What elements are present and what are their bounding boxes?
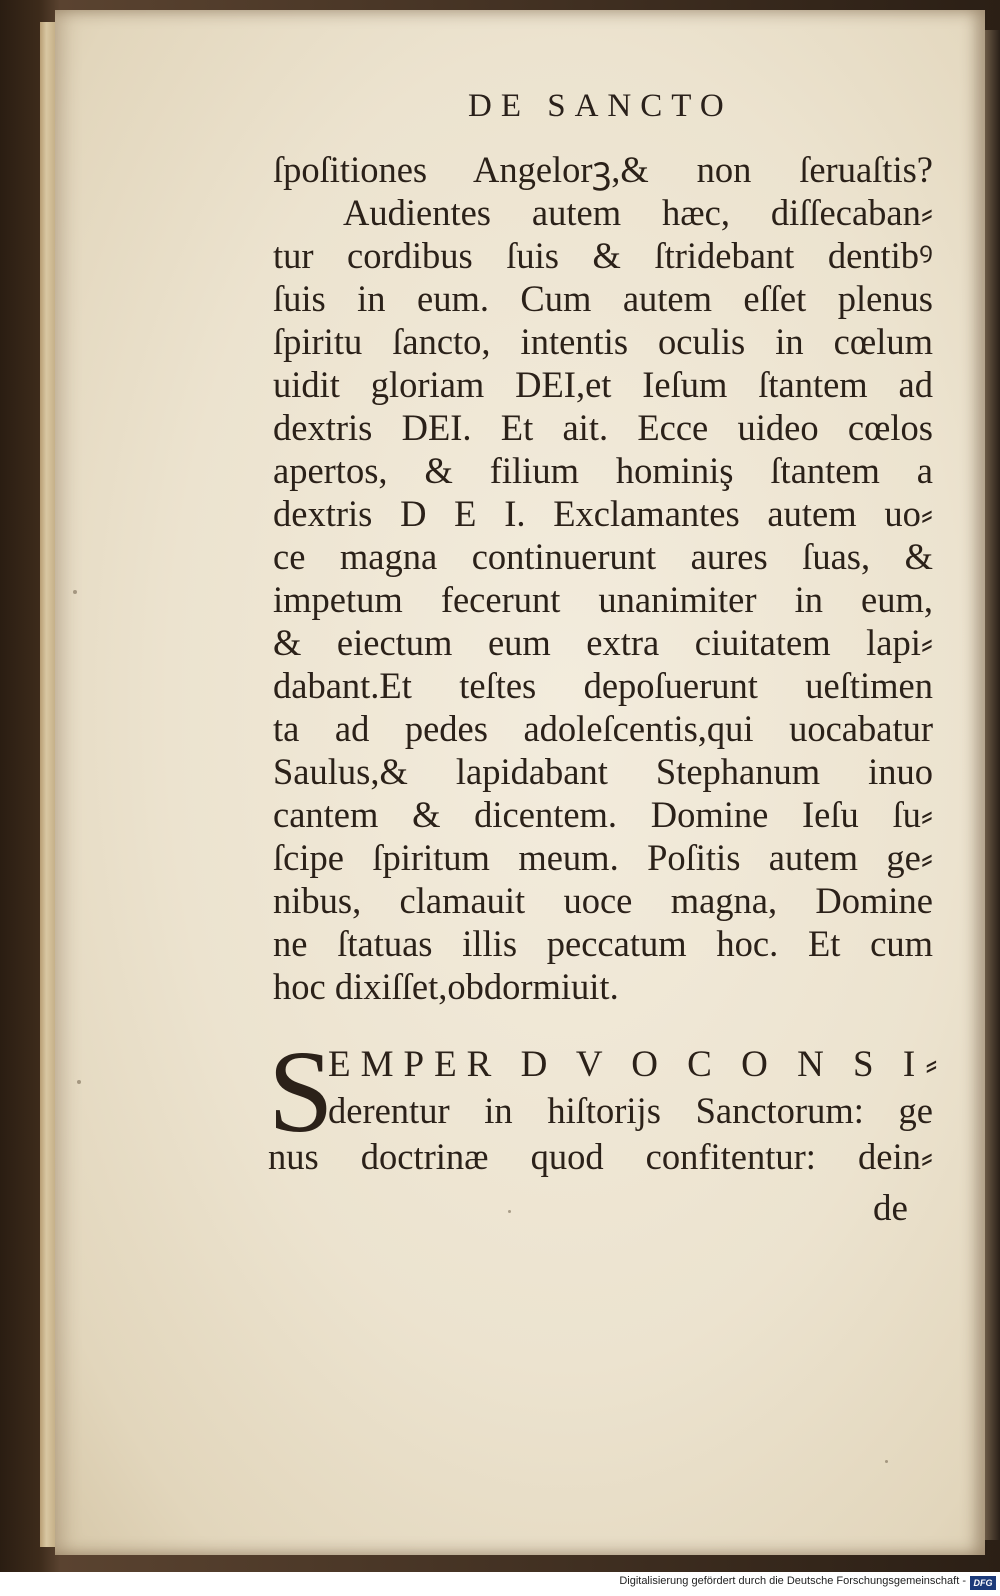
text-line: tur cordibus ſuis & ſtridebant dentibꝰ bbox=[273, 235, 933, 276]
text-line: ſuis in eum. Cum autem eſſet plenus bbox=[273, 278, 933, 319]
text-line: Audientes autem hæc, diſſecaban⸗ bbox=[343, 192, 933, 233]
text-line: nibus, clamauit uoce magna, Domine bbox=[273, 880, 933, 921]
text-line: dextris D E I. Exclamantes autem uo⸗ bbox=[273, 493, 933, 534]
text-line: ſpoſitiones Angelorꝫ,& non ſeruaſtis? bbox=[273, 149, 933, 190]
text-line: ſcipe ſpiritum meum. Poſitis autem ge⸗ bbox=[273, 837, 933, 878]
text-line: apertos, & filium hominiş ſtantem a bbox=[273, 450, 933, 491]
funding-notice: Digitalisierung gefördert durch die Deutsche Forschungsgemeinschaft - bbox=[619, 1575, 966, 1587]
text-line: dabant.Et teſtes depoſuerunt ueſtimen bbox=[273, 665, 933, 706]
paper-speck bbox=[885, 1460, 888, 1463]
catchword: de bbox=[873, 1188, 908, 1229]
section-heading-line: EMPER D V O C O N S I⸗ bbox=[328, 1044, 948, 1085]
dfg-logo: DFG bbox=[970, 1576, 996, 1590]
text-line: dextris DEI. Et ait. Ecce uideo cœlos bbox=[273, 407, 933, 448]
text-line: derentur in hiſtorijs Sanctorum: ge bbox=[328, 1090, 933, 1131]
text-line: nus doctrinæ quod confitentur: dein⸗ bbox=[268, 1136, 933, 1177]
paper-speck bbox=[508, 1210, 511, 1213]
paper-speck bbox=[73, 590, 77, 594]
text-line: ſpiritu ſancto, intentis oculis in cœlum bbox=[273, 321, 933, 362]
text-line: & eiectum eum extra ciuitatem lapi⸗ bbox=[273, 622, 933, 663]
text-line: impetum fecerunt unanimiter in eum, bbox=[273, 579, 933, 620]
paper-speck bbox=[77, 1080, 81, 1084]
text-line: hoc dixiſſet,obdormiuit. bbox=[273, 966, 619, 1007]
running-header: DE SANCTO bbox=[468, 88, 733, 124]
page-edge bbox=[40, 22, 56, 1547]
text-line: ne ſtatuas illis peccatum hoc. Et cum bbox=[273, 923, 933, 964]
text-line: ta ad pedes adoleſcentis,qui uocabatur bbox=[273, 708, 933, 749]
binding-edge bbox=[985, 30, 1000, 1540]
text-line: ce magna continuerunt aures ſuas, & bbox=[273, 536, 933, 577]
text-line: cantem & dicentem. Domine Ieſu ſu⸗ bbox=[273, 794, 933, 835]
text-line: Saulus,& lapidabant Stephanum inuo bbox=[273, 751, 933, 792]
text-line: uidit gloriam DEI,et Ieſum ſtantem ad bbox=[273, 364, 933, 405]
drop-cap-initial: S bbox=[268, 1026, 334, 1157]
body-text bbox=[273, 148, 933, 1008]
